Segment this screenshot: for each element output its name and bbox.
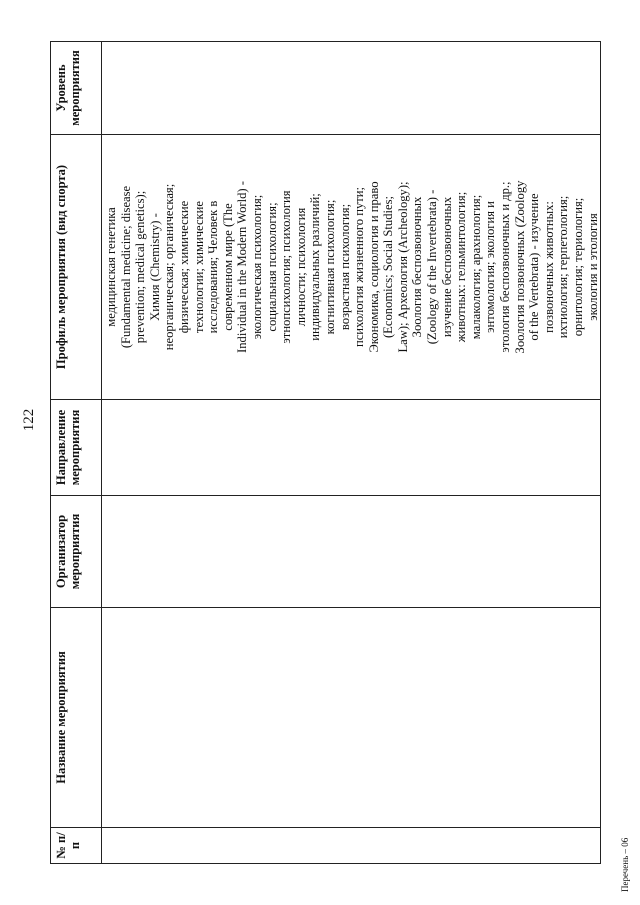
profile-line: (Economics; Social Studies; <box>381 196 396 339</box>
profile-line: физическая; химические <box>176 200 191 334</box>
profile-line: позвоночных животных: <box>541 201 556 333</box>
header-direction: Направление мероприятия <box>51 400 102 496</box>
header-profile: Профиль мероприятия (вид спорта) <box>51 135 102 400</box>
profile-line: экологическая психология; <box>249 194 264 340</box>
profile-line: Law); Археология (Archeology); <box>395 181 410 353</box>
cell-event-name <box>102 608 601 828</box>
profile-line: Individual in the Modern World) - <box>235 181 250 353</box>
profile-line: когнитивная психология; <box>322 199 337 335</box>
cell-organizer <box>102 496 601 608</box>
profile-line: этнопсихология; психология <box>279 190 294 344</box>
cell-number <box>102 828 601 864</box>
profile-line: исследования; Человек в <box>206 200 221 334</box>
profile-line: Зоология беспозвоночных <box>410 196 425 338</box>
table-header-row <box>51 42 102 864</box>
events-table-rotated <box>50 42 600 864</box>
footer-note: Перечень – 06 <box>620 837 630 892</box>
profile-line: Экономика, социология и право <box>366 181 381 353</box>
profile-line: энтомология; экология и <box>483 201 498 333</box>
profile-line: (Zoology of the Invertebrata) - <box>425 189 440 345</box>
profile-line: неорганическая; органическая; <box>162 183 177 351</box>
profile-line: технологии; химические <box>191 201 206 333</box>
profile-line: (Fundamental medicine; disease <box>118 185 133 349</box>
header-number: № п/п <box>51 828 102 864</box>
profile-line: Зоология позвоночных (Zoology <box>512 180 527 354</box>
header-level: Уровень мероприятия <box>51 42 102 135</box>
cell-direction <box>102 400 601 496</box>
profile-line: prevention; medical genetics); <box>133 190 148 344</box>
profile-line: ихтиология; герпетология; <box>556 195 571 339</box>
profile-line: медицинская генетика <box>104 207 118 327</box>
profile-line: личности; психология <box>293 207 308 327</box>
page-number: 122 <box>21 408 37 432</box>
profile-line: Химия (Chemistry) - <box>147 213 162 321</box>
table-row <box>102 42 601 864</box>
profile-line: малакология; арахнология; <box>468 194 483 340</box>
profile-line: изучение беспозвоночных <box>439 196 454 338</box>
events-table-frame <box>50 42 600 864</box>
profile-line: индивидуальных различий; <box>308 193 323 341</box>
cell-profile <box>102 135 601 400</box>
profile-line: of the Vertebrata) - изучение <box>527 193 542 341</box>
cell-level <box>102 42 601 135</box>
header-event-name: Название мероприятия <box>51 608 102 828</box>
profile-text <box>102 135 600 399</box>
events-table <box>50 41 601 864</box>
profile-line: животных: гельминтология; <box>454 191 469 343</box>
profile-line: орнитология; териология; <box>571 197 585 337</box>
profile-line: экология и этология <box>585 213 600 321</box>
profile-line: современном мире (The <box>220 203 235 331</box>
profile-line: психология жизненного пути; <box>352 186 367 348</box>
header-organizer: Организатор мероприятия <box>51 496 102 608</box>
profile-line: возрастная психология; <box>337 203 352 331</box>
profile-line: этология беспозвоночных и др.; <box>498 181 513 353</box>
profile-line: социальная психология; <box>264 202 279 332</box>
